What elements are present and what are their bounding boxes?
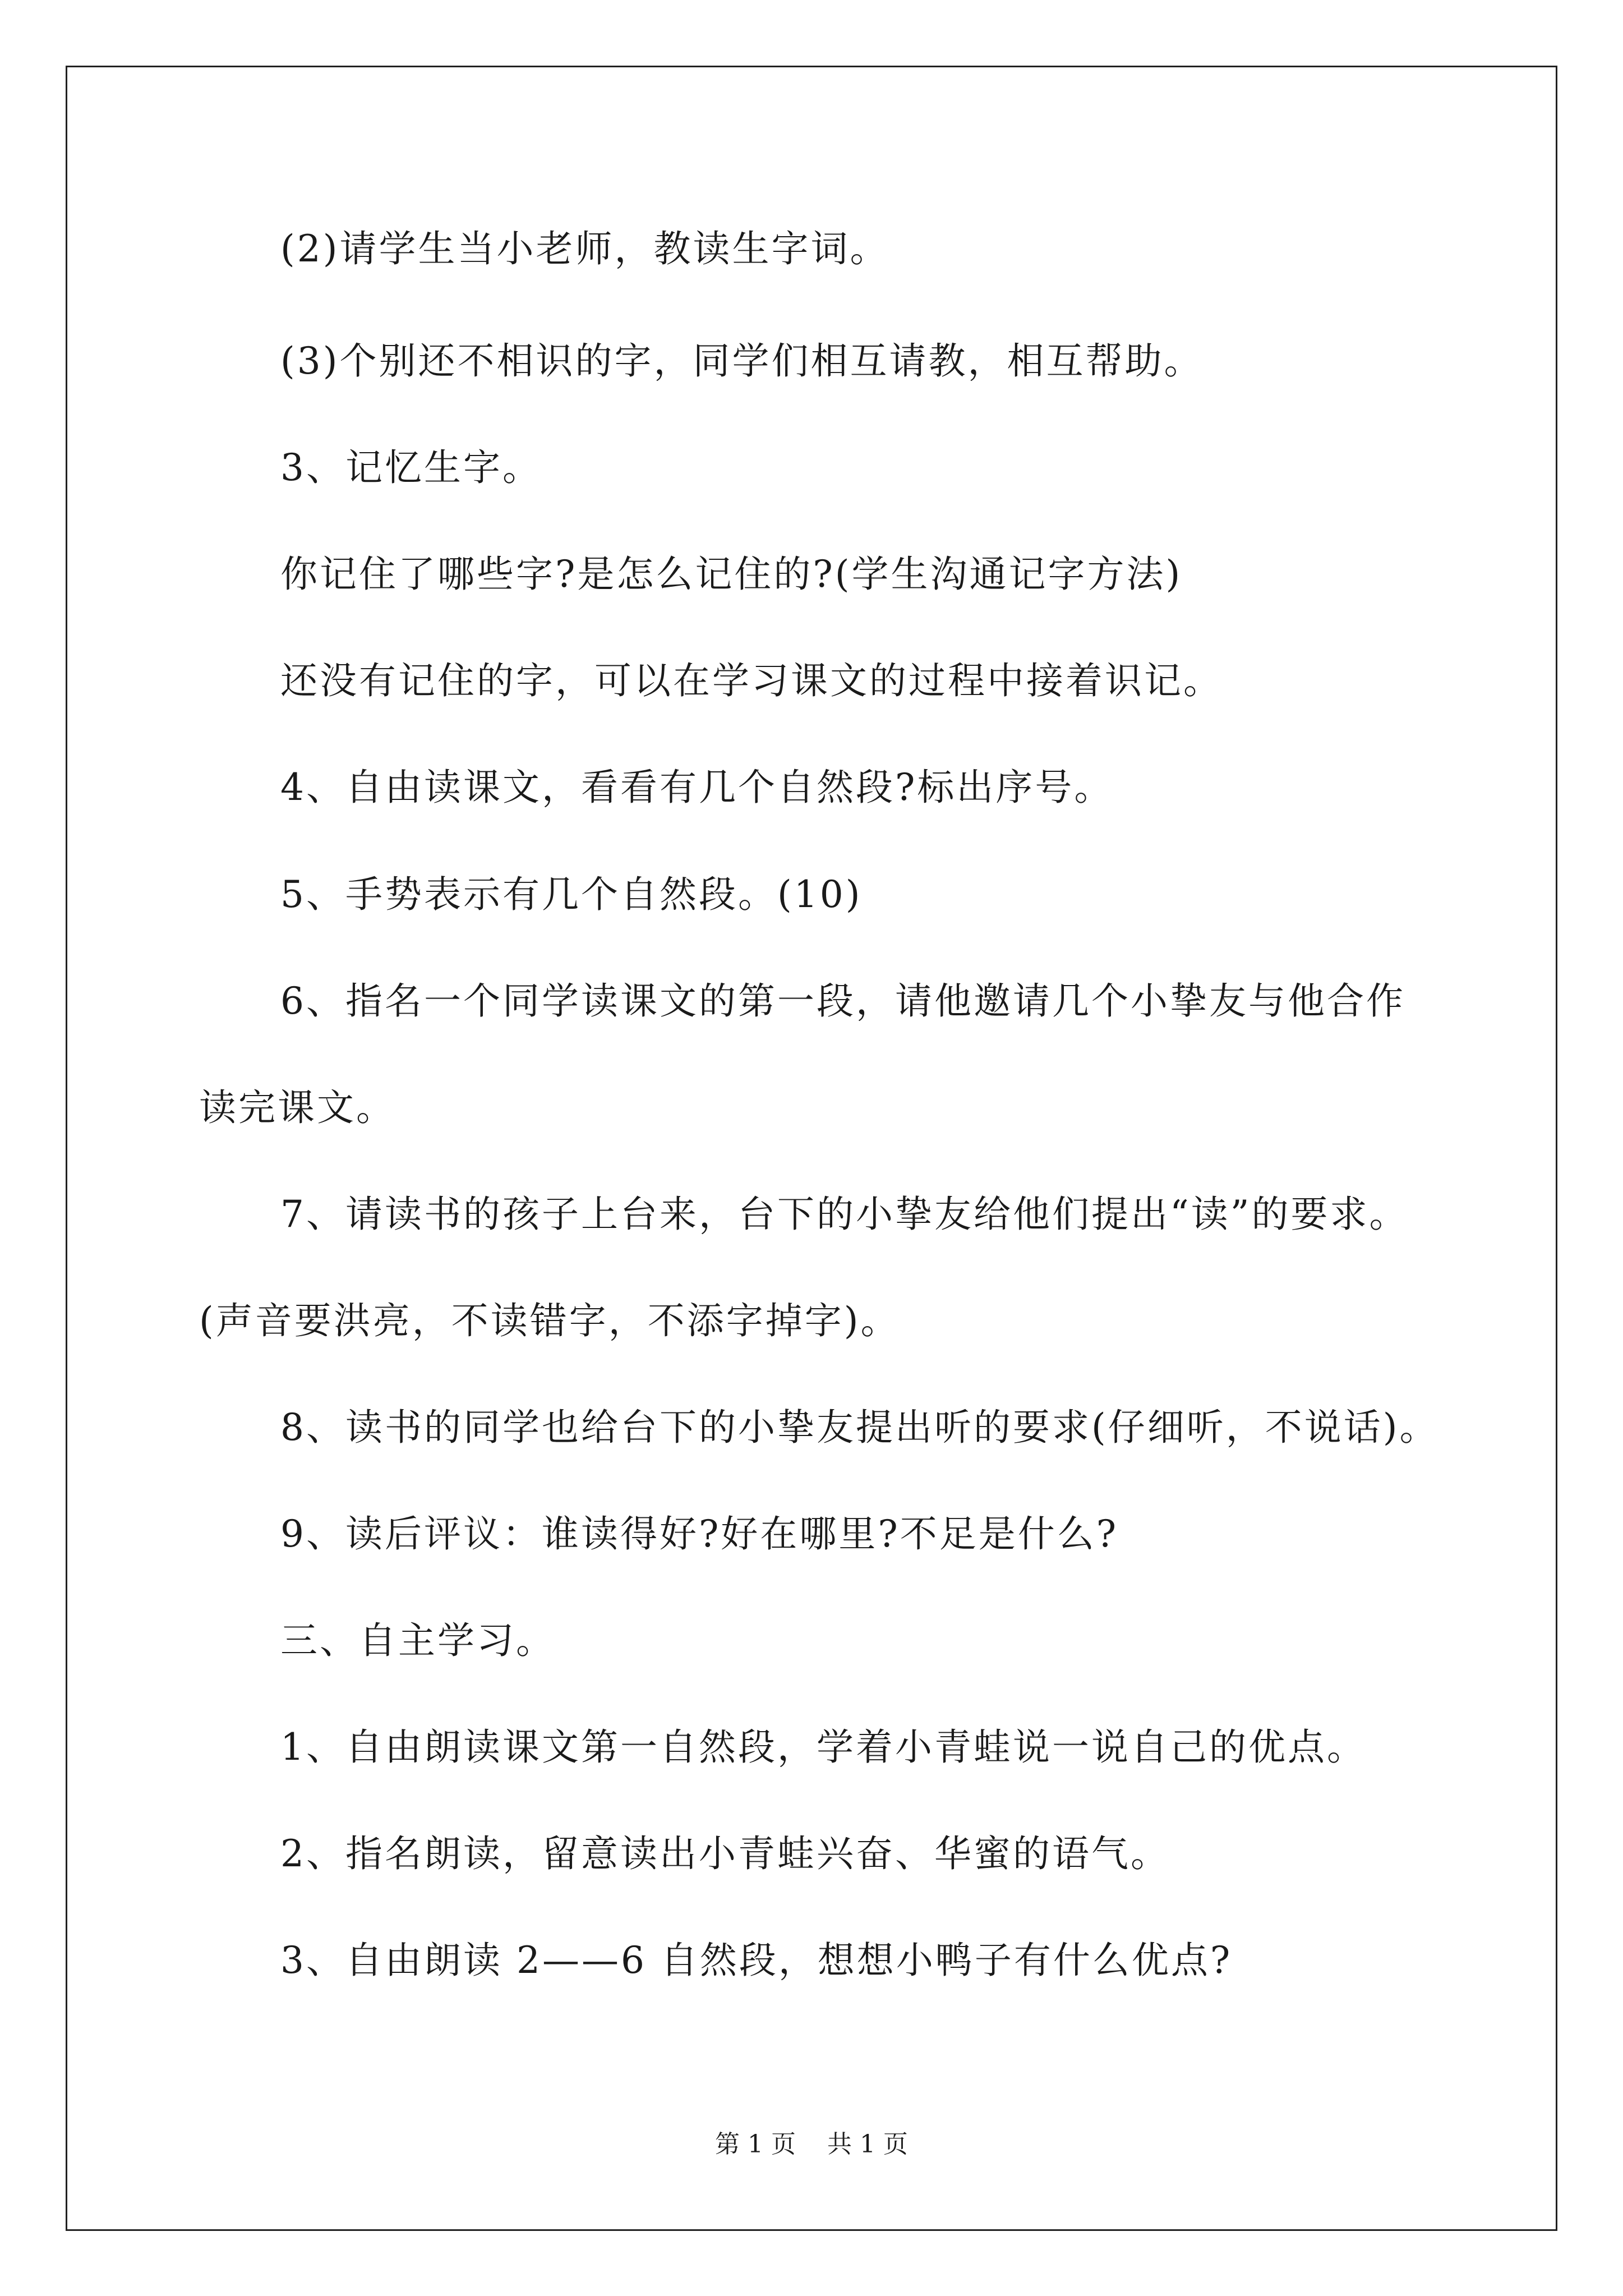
paragraph-line: 7、请读书的孩子上台来，台下的小挚友给他们提出“读”的要求。 [280, 1193, 1409, 1236]
paragraph-line: 8、读书的同学也给台下的小挚友提出听的要求(仔细听，不说话)。 [280, 1406, 1439, 1449]
paragraph-line: 你记住了哪些字?是怎么记住的?(学生沟通记字方法) [280, 553, 1183, 596]
paragraph-line: 读完课文。 [199, 1086, 395, 1129]
paragraph-line: (3)个别还不相识的字，同学们相互请教，相互帮助。 [280, 339, 1204, 383]
paragraph-line: 还没有记住的字，可以在学习课文的过程中接着识记。 [280, 659, 1223, 702]
paragraph-line: 1、自由朗读课文第一自然段，学着小青蛙说一说自己的优点。 [280, 1726, 1366, 1769]
paragraph-line: 6、指名一个同学读课文的第一段，请他邀请几个小挚友与他合作 [280, 979, 1405, 1023]
paragraph-line: 5、手势表示有几个自然段。(10) [280, 873, 863, 916]
paragraph-line: 9、读后评议：谁读得好?好在哪里?不足是什么? [280, 1512, 1119, 1556]
page-footer: 第 1 页 共 1 页 [715, 2130, 908, 2159]
paragraph-line: 3、记忆生字。 [280, 446, 542, 489]
paragraph-line: (声音要洪亮，不读错字，不添字掉字)。 [199, 1299, 900, 1342]
paragraph-line: (2)请学生当小老师，教读生字词。 [280, 227, 889, 270]
page-border [66, 66, 1557, 2231]
paragraph-line: 2、指名朗读，留意读出小青蛙兴奋、华蜜的语气。 [280, 1832, 1170, 1875]
paragraph-line: 3、自由朗读 2——6 自然段，想想小鸭子有什么优点? [280, 1939, 1233, 1982]
paragraph-line: 4、自由读课文，看看有几个自然段?标出序号。 [280, 766, 1114, 809]
section-heading: 三、自主学习。 [280, 1619, 555, 1662]
